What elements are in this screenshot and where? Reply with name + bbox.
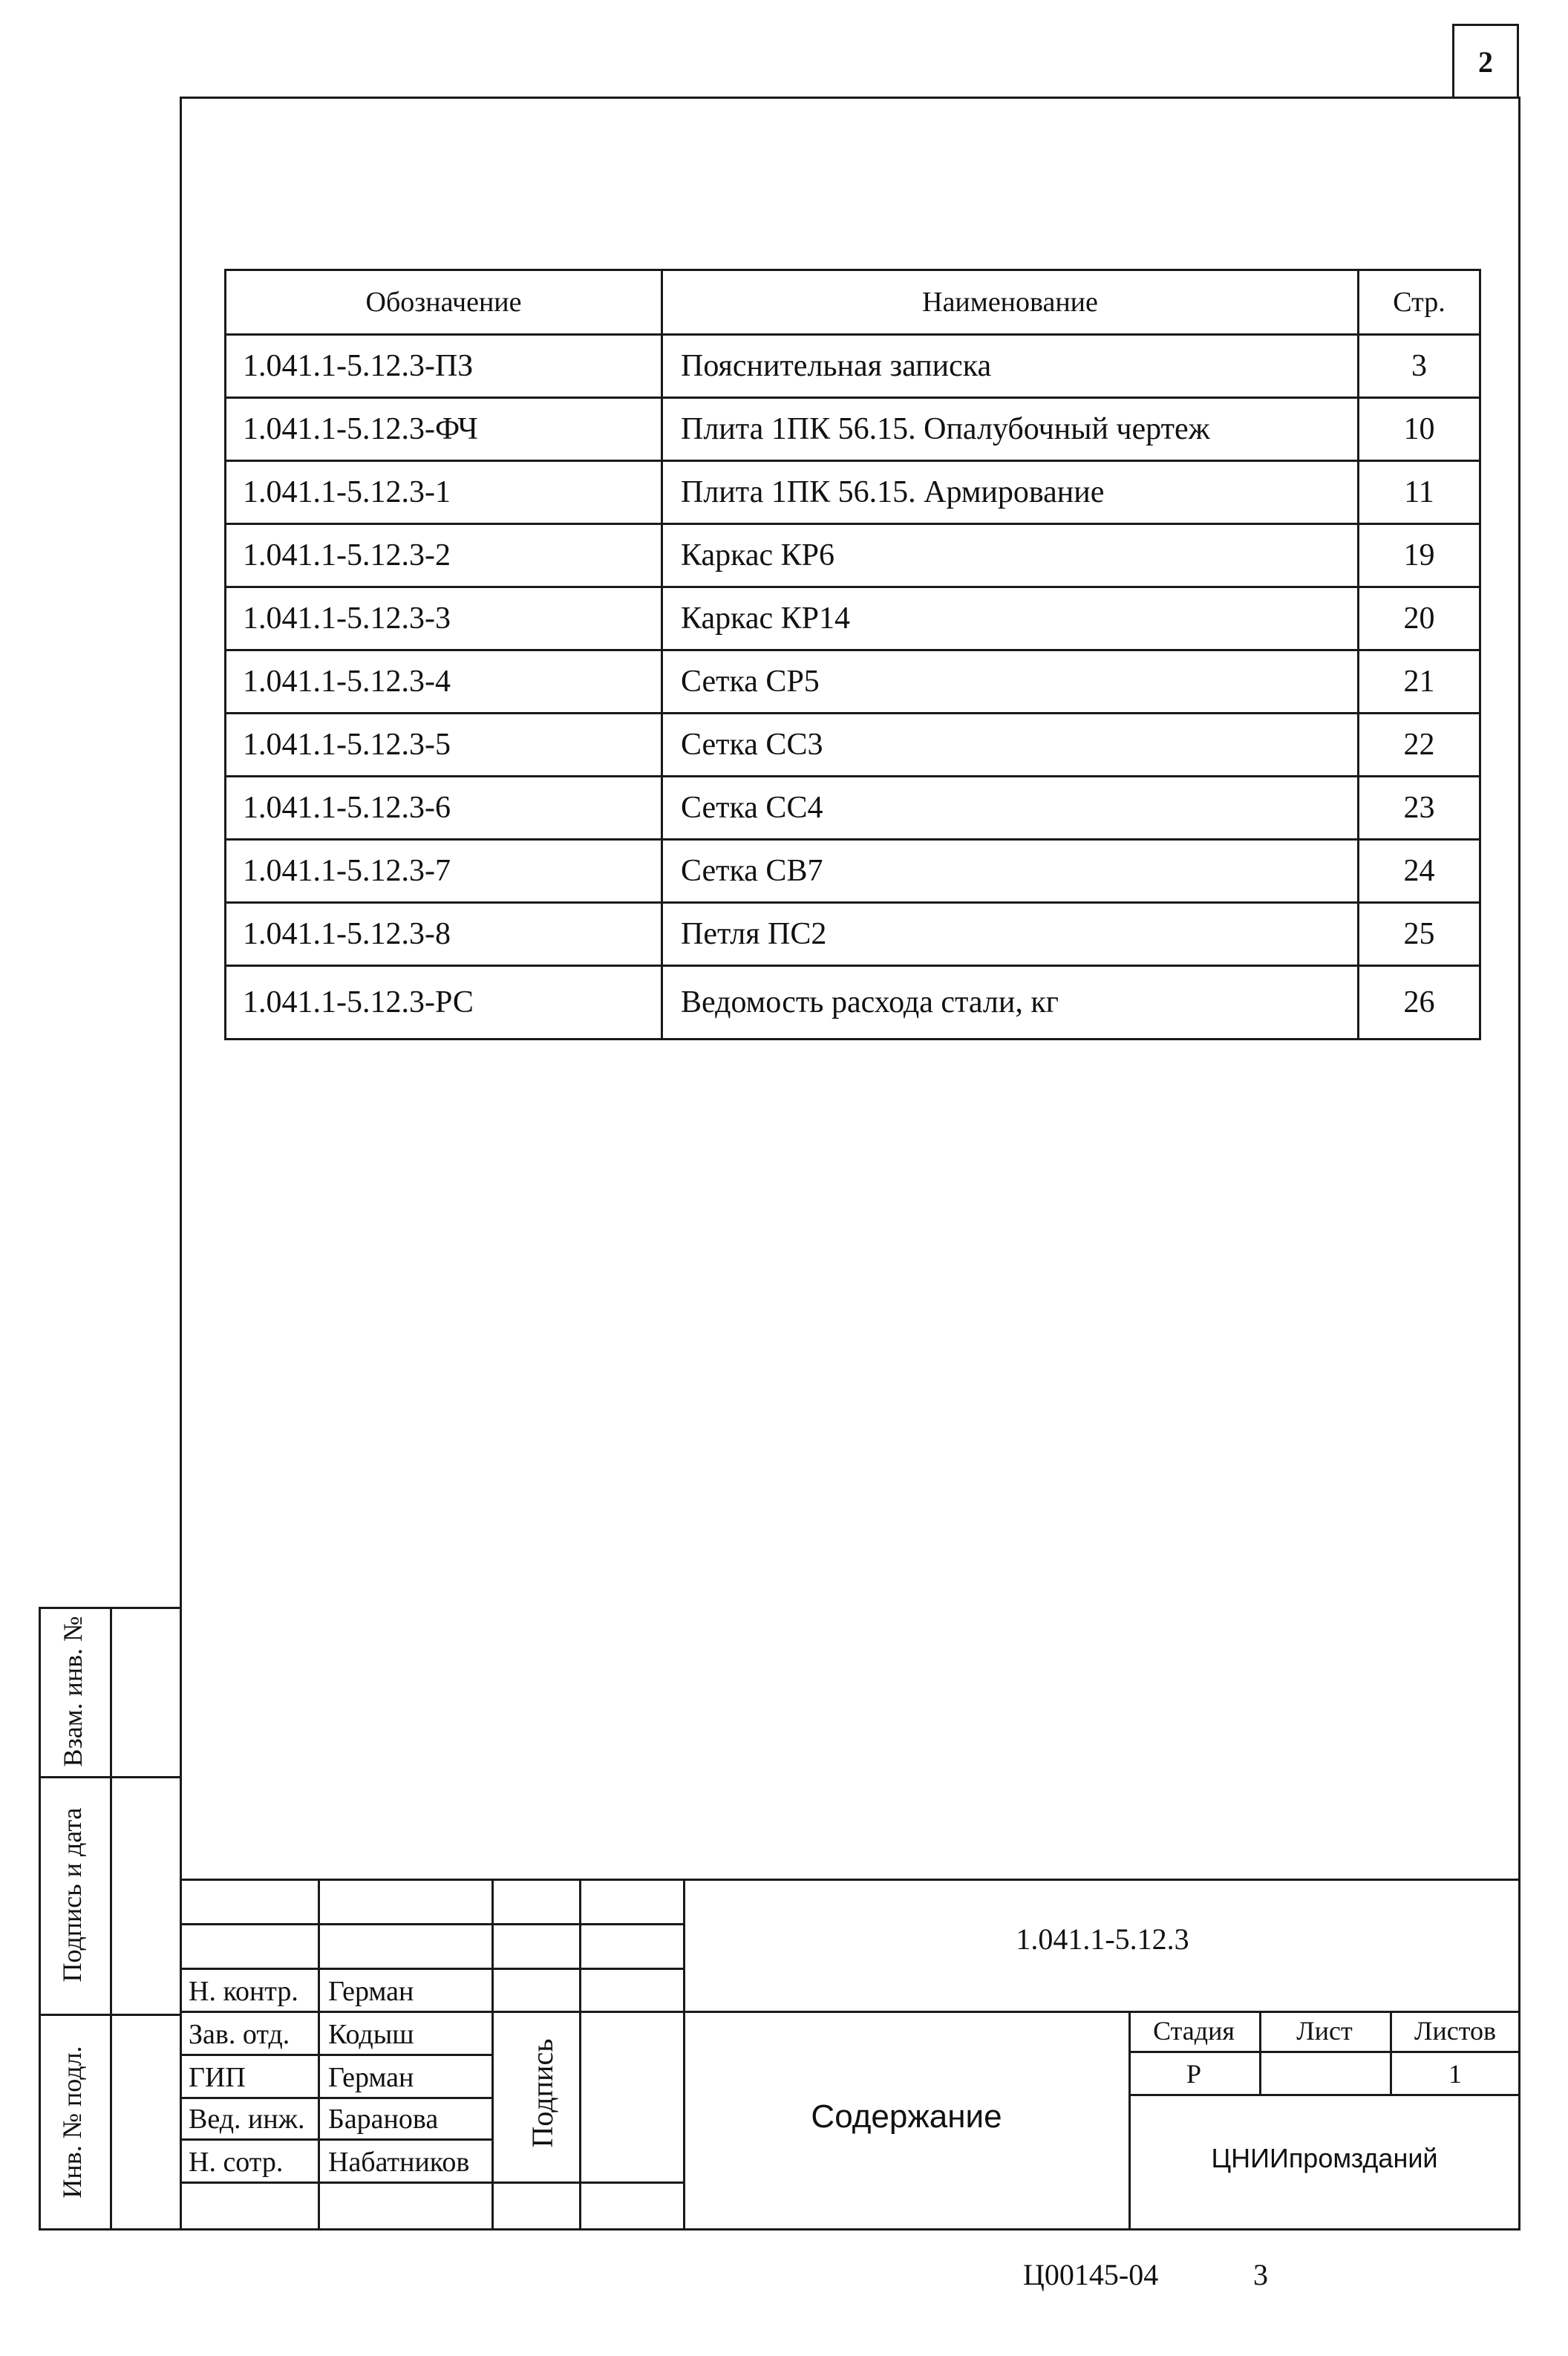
footer-code: Ц00145-04 [1023,2258,1159,2291]
table-row [226,398,1480,461]
role-person: Баранова [328,2104,439,2135]
row-name: Сетка СС4 [662,777,1359,840]
row-code: 1.041.1-5.12.3-4 [226,650,662,714]
title-block-grid-line [180,1923,685,1925]
row-name: Пояснительная записка [662,335,1359,398]
role-label: Вед. инж. [189,2104,305,2135]
sheet-number-box [1452,24,1519,97]
title-block-top-line [180,1879,1520,1881]
table-row [226,714,1480,777]
row-page: 19 [1359,524,1480,587]
title-block-grid-line [579,1879,581,2231]
contents-table [224,269,1481,1040]
title-block-grid-line [1128,2051,1520,2053]
role-person: Герман [328,1976,414,2007]
side-label-inv-podl: Инв. № подл. [57,2046,87,2199]
footer-page-number: 3 [1253,2258,1268,2291]
row-code: 1.041.1-5.12.3-2 [226,524,662,587]
sheet-number: 2 [1478,45,1493,79]
title-block-grid-line [491,1879,494,2231]
side-label-podpis-data: Подпись и дата [57,1807,87,1983]
table-row [226,966,1480,1040]
title-block-grid-line [1128,2094,1520,2096]
role-label: Н. сотр. [189,2147,284,2178]
row-page: 21 [1359,650,1480,714]
role-label: ГИП [189,2062,246,2093]
row-name: Сетка СР5 [662,650,1359,714]
title-block-grid-line [180,2138,493,2141]
row-page: 24 [1359,840,1480,903]
stage-value: Р [1186,2059,1202,2089]
row-name: Сетка СВ7 [662,840,1359,903]
table-row [226,777,1480,840]
sheets-value: 1 [1448,2059,1462,2089]
row-page: 10 [1359,398,1480,461]
table-row [226,524,1480,587]
row-name: Плита 1ПК 56.15. Армирование [662,461,1359,524]
row-name: Каркас КР14 [662,587,1359,650]
row-code: 1.041.1-5.12.3-ФЧ [226,398,662,461]
table-row [226,461,1480,524]
title-block-grid-line [180,2182,685,2184]
document-code: 1.041.1-5.12.3 [1016,1922,1189,1956]
row-page: 23 [1359,777,1480,840]
row-code: 1.041.1-5.12.3-7 [226,840,662,903]
title-block-grid-line [180,2097,493,2099]
row-code: 1.041.1-5.12.3-1 [226,461,662,524]
row-page: 11 [1359,461,1480,524]
title-block-grid-line [180,2011,1520,2013]
row-code: 1.041.1-5.12.3-8 [226,903,662,966]
side-stamp-row-line [39,1776,182,1778]
side-stamp-divider [110,1607,112,2231]
header-designation: Обозначение [226,270,662,335]
row-name: Ведомость расхода стали, кг [662,966,1359,1040]
side-label-vzam-inv: Взам. инв. № [58,1616,88,1767]
row-code: 1.041.1-5.12.3-ПЗ [226,335,662,398]
row-name: Сетка СС3 [662,714,1359,777]
row-page: 22 [1359,714,1480,777]
title-block-grid-line [180,1968,685,1970]
row-page: 26 [1359,966,1480,1040]
sheet-header: Лист [1296,2016,1353,2046]
header-page: Стр. [1359,270,1480,335]
role-person: Герман [328,2062,414,2093]
row-code: 1.041.1-5.12.3-3 [226,587,662,650]
sheets-header: Листов [1414,2016,1496,2046]
row-page: 25 [1359,903,1480,966]
contents-header-row [226,270,1480,335]
stage-header: Стадия [1153,2016,1235,2046]
title-block-grid-line [180,2054,493,2056]
table-row [226,335,1480,398]
title-block-grid-line [318,1879,320,2231]
row-code: 1.041.1-5.12.3-5 [226,714,662,777]
header-name: Наименование [662,270,1359,335]
row-page: 20 [1359,587,1480,650]
row-name: Плита 1ПК 56.15. Опалубочный чертеж [662,398,1359,461]
table-row [226,650,1480,714]
organization-name: ЦНИИпромзданий [1211,2143,1438,2173]
row-name: Каркас КР6 [662,524,1359,587]
role-person: Кодыш [328,2019,414,2050]
table-row [226,903,1480,966]
table-row [226,840,1480,903]
document-title: Содержание [811,2098,1002,2135]
row-code: 1.041.1-5.12.3-РС [226,966,662,1040]
role-label: Зав. отд. [189,2019,290,2050]
role-person: Набатников [328,2147,470,2178]
side-stamp-row-line [39,2014,182,2016]
row-code: 1.041.1-5.12.3-6 [226,777,662,840]
row-name: Петля ПС2 [662,903,1359,966]
table-row [226,587,1480,650]
row-page: 3 [1359,335,1480,398]
role-label: Н. контр. [189,1976,298,2007]
signature-label: Подпись [526,2038,559,2148]
